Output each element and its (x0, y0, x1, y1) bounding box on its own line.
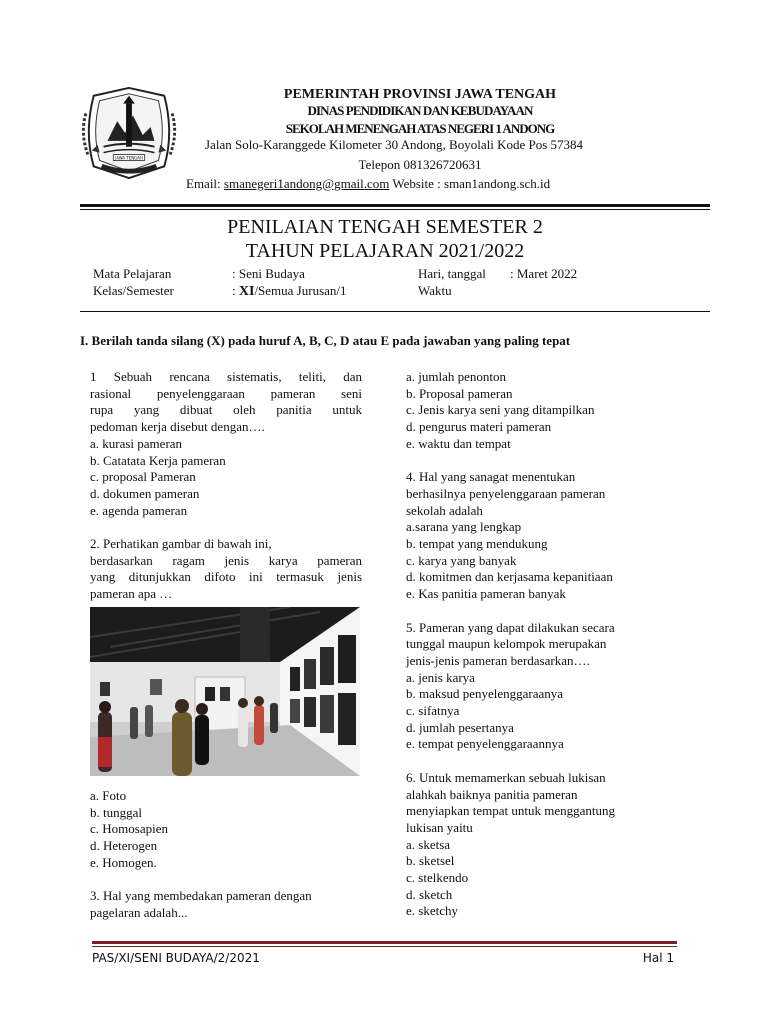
email-link[interactable]: smanegeri1andong@gmail.com (223, 176, 390, 191)
header-rule-thin (80, 209, 710, 210)
answer-option: b. Proposal pameran (406, 385, 513, 401)
answer-option: d. komitmen dan kerjasama kepanitiaan (406, 569, 613, 585)
answer-option: c. stelkendo (406, 870, 469, 886)
class-rest: /Semua Jurusan/1 (254, 283, 347, 298)
province-logo (80, 84, 178, 182)
answer-option: e. tempat penyelenggaraannya (406, 736, 564, 752)
right-column (406, 369, 696, 920)
answer-option: e. waktu dan tempat (406, 435, 511, 451)
time-label: Waktu (418, 283, 452, 298)
answer-option: d. jumlah pesertanya (406, 719, 514, 735)
answer-option: b. sketsel (406, 853, 455, 869)
left-column (90, 369, 362, 603)
question-2-text: berdasarkan ragam jenis karya pameran (90, 552, 362, 568)
question-2-text: pameran apa … (90, 586, 173, 602)
answer-option: d. Heterogen (90, 838, 158, 854)
footer-rule-thick (92, 941, 677, 944)
question-6-text: lukisan yaitu (406, 819, 473, 835)
school-name: SEKOLAH MENENGAH ATAS NEGERI 1 ANDONG (285, 121, 555, 136)
class-label: Kelas/Semester (93, 283, 174, 298)
answer-option: b. Catatata Kerja pameran (90, 452, 226, 468)
contact-line (186, 176, 550, 192)
answer-option: b. tempat yang mendukung (406, 536, 548, 552)
left-column-lower (90, 788, 362, 922)
question-6-text: 6. Untuk memamerkan sebuah lukisan (406, 769, 606, 785)
answer-option: e. agenda pameran (90, 502, 188, 518)
question-5-text: jenis-jenis pameran berdasarkan…. (406, 652, 590, 668)
question-6-text: alahkah baiknya panitia pameran (406, 786, 578, 802)
question-2-text: 2. Perhatikan gambar di bawah ini, (90, 536, 272, 552)
logo-banner-text: JAWA TENGAH (115, 155, 143, 161)
answer-option: e. sketchy (406, 903, 458, 919)
answer-option: d. dokumen pameran (90, 485, 200, 501)
school-address: Jalan Solo-Karanggede Kilometer 30 Andong, Boyolali Kode Pos 57384 (205, 137, 584, 152)
header-rule-thick (80, 204, 710, 207)
question-1-text: pedoman kerja disebut dengan…. (90, 419, 265, 435)
answer-option: c. Homosapien (90, 821, 168, 837)
answer-option: d. pengurus materi pameran (406, 419, 552, 435)
question-1-text: rupa yang dibuat oleh panitia untuk (90, 402, 362, 418)
question-4-text: sekolah adalah (406, 502, 483, 518)
answer-option: a. kurasi pameran (90, 435, 183, 451)
footer-doc-code: PAS/XI/SENI BUDAYA/2/2021 (92, 951, 260, 965)
answer-option: e. Homogen. (90, 854, 157, 870)
email-label: Email: (186, 176, 224, 191)
exhibition-photo (90, 607, 360, 776)
subject-label: Mata Pelajaran (93, 266, 172, 281)
school-phone: Telepon 081326720631 (358, 157, 482, 172)
question-2-text: yang ditunjukkan difoto ini termasuk jenis (90, 569, 362, 585)
question-1-text: rasional penyelenggaraan pameran seni (90, 385, 362, 401)
question-1-text: 1 Sebuah rencana sistematis, teliti, dan (90, 369, 362, 384)
answer-option: a. sketsa (406, 836, 451, 852)
answer-option: c. karya yang banyak (406, 552, 517, 568)
answer-option: c. proposal Pameran (90, 469, 196, 485)
question-6-text: menyiapkan tempat untuk menggantung (406, 803, 616, 819)
answer-option: e. Kas panitia pameran banyak (406, 586, 566, 602)
department-name: DINAS PENDIDIKAN DAN KEBUDAYAAN (307, 103, 533, 118)
date-label: Hari, tanggal (418, 266, 486, 281)
answer-option: d. sketch (406, 886, 453, 902)
class-grade: XI (238, 284, 255, 299)
footer-rule-thin (92, 946, 677, 947)
academic-year: TAHUN PELAJARAN 2021/2022 (245, 240, 525, 262)
question-3-text: 3. Hal yang membedakan pameran dengan (90, 888, 312, 904)
class-value (232, 283, 347, 300)
answer-option: c. Jenis karya seni yang ditampilkan (406, 402, 595, 418)
question-5-text: tunggal maupun kelompok merupakan (406, 636, 607, 652)
answer-option: a. Foto (90, 788, 127, 803)
section-instruction: I. Berilah tanda silang (X) pada huruf A, B, C, D atau E pada jawaban yang paling tepat (80, 333, 571, 348)
meta-rule (80, 311, 710, 312)
subject-value: : Seni Budaya (232, 266, 305, 281)
answer-option: a. jumlah penonton (406, 369, 507, 384)
government-name: PEMERINTAH PROVINSI JAWA TENGAH (283, 87, 557, 102)
answer-option: a. jenis karya (406, 669, 475, 685)
answer-option: b. maksud penyelenggaraanya (406, 686, 564, 702)
question-4-text: berhasilnya penyelenggaraan pameran (406, 485, 606, 501)
date-value: : Maret 2022 (510, 266, 578, 281)
exam-title: PENILAIAN TENGAH SEMESTER 2 (227, 216, 543, 238)
question-4-text: 4. Hal yang sanagat menentukan (406, 469, 576, 485)
class-colon: : (232, 283, 239, 298)
question-3-text: pagelaran adalah... (90, 904, 188, 920)
page-number: Hal 1 (642, 951, 674, 965)
answer-option: a.sarana yang lengkap (406, 519, 522, 535)
website-text: Website : sman1andong.sch.id (389, 176, 551, 191)
answer-option: c. sifatnya (406, 703, 460, 719)
question-5-text: 5. Pameran yang dapat dilakukan secara (406, 619, 615, 635)
answer-option: b. tunggal (90, 804, 142, 820)
